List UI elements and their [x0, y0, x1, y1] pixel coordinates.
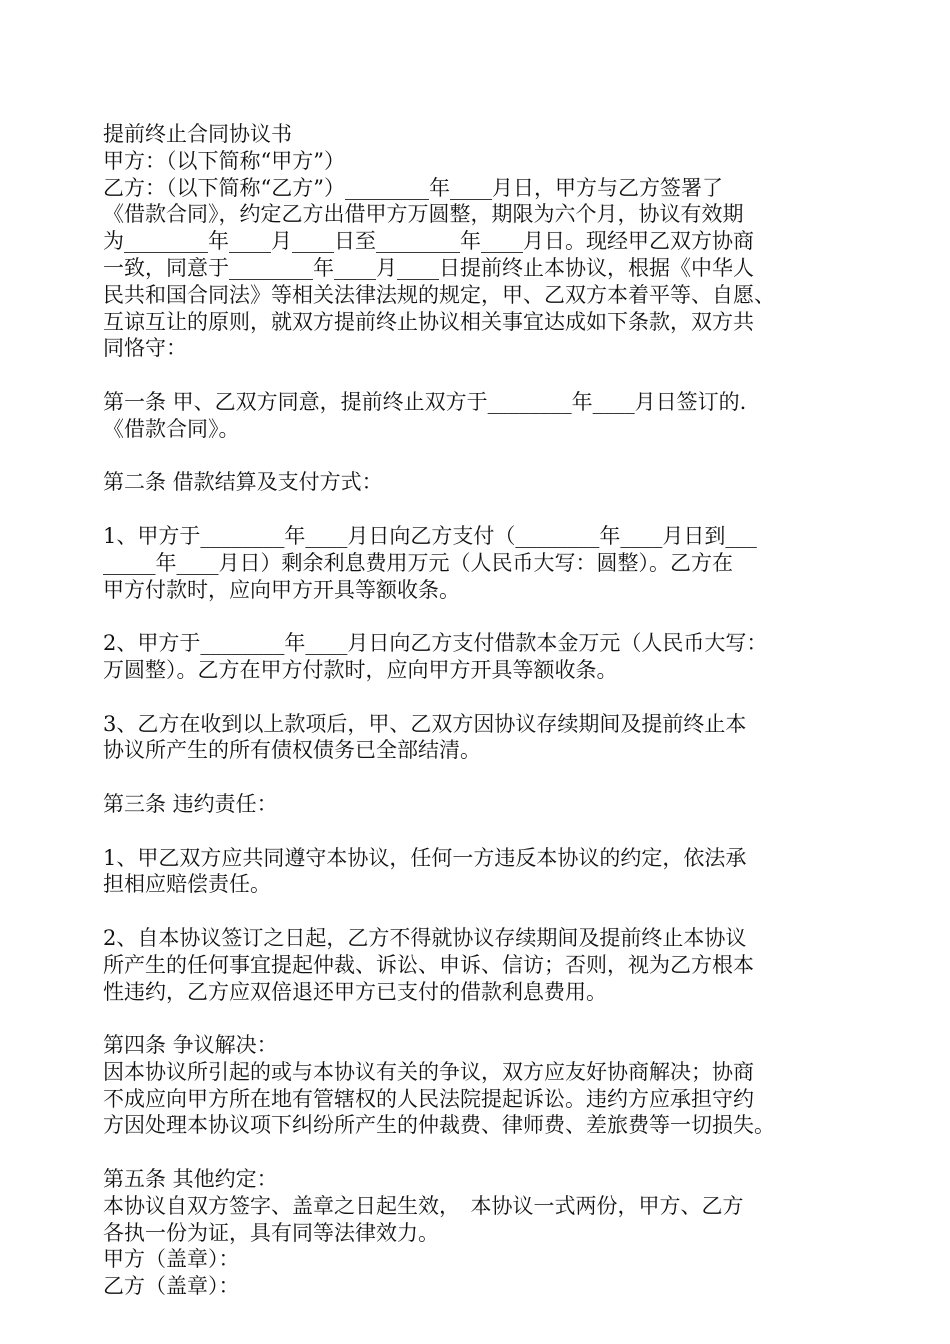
- article-5-heading: 第五条 其他约定：: [103, 1167, 278, 1192]
- article-3-item-2: 2、自本协议签订之日起，乙方不得就协议存续期间及提前终止本协议: [103, 925, 747, 950]
- party-a-seal-line: 甲方（盖章）：: [103, 1247, 240, 1272]
- article-2-item-2: 万圆整）。乙方在甲方付款时，应向甲方开具等额收条。: [103, 657, 618, 682]
- article-3-item-2: 所产生的任何事宜提起仲裁、诉讼、申诉、信访；否则，视为乙方根本: [103, 952, 754, 977]
- article-5-line: 各执一份为证，具有同等法律效力。: [103, 1220, 439, 1245]
- article-3-item-1: 1、甲乙双方应共同遵守本协议，任何一方违反本协议的约定，依法承: [103, 845, 747, 870]
- article-2-item-1: 甲方付款时，应向甲方开具等额收条。: [103, 577, 460, 602]
- article-2-item-3: 3、乙方在收到以上款项后，甲、乙双方因协议存续期间及提前终止本: [103, 711, 747, 736]
- party-a-line: 甲方：（以下简称“甲方”）: [103, 148, 345, 173]
- preamble-line: 互谅互让的原则，就双方提前终止协议相关事宜达成如下条款，双方共: [103, 309, 754, 334]
- blank-line: [103, 443, 883, 470]
- preamble-line: 为________年____月____日至________年____月日。现经甲乙双方协商: [103, 229, 754, 254]
- article-2-heading: 第二条 借款结算及支付方式：: [103, 470, 383, 495]
- doc-title: 提前终止合同协议书: [103, 122, 292, 146]
- article-3-item-2: 性违约，乙方应双倍退还甲方已支付的借款利息费用。: [103, 979, 607, 1004]
- contract-document: [103, 121, 883, 1300]
- article-4-line: 方因处理本协议项下纠纷所产生的仲裁费、律师费、差旅费等一切损失。: [103, 1113, 775, 1138]
- preamble-line: 《借款合同》，约定乙方出借甲方万圆整，期限为六个月，协议有效期: [103, 202, 744, 227]
- blank-line: [103, 496, 883, 523]
- article-4-line: 不成应向甲方所在地有管辖权的人民法院提起诉讼。违约方应承担守约: [103, 1086, 754, 1111]
- blank-line: [103, 898, 883, 925]
- article-2-item-1: 1、甲方于________年____月日向乙方支付（________年____月日到___: [103, 523, 757, 548]
- blank-line: [103, 603, 883, 630]
- article-3-item-1: 担相应赔偿责任。: [103, 872, 271, 897]
- article-4-heading: 第四条 争议解决：: [103, 1033, 278, 1058]
- article-1-heading: 第一条 甲、乙双方同意，提前终止双方于________年____月日签订的.: [103, 389, 747, 414]
- party-b-line: 乙方：（以下简称“乙方”）________年____月日，甲方与乙方签署了: [103, 175, 723, 200]
- article-2-item-2: 2、甲方于________年____月日向乙方支付借款本金万元（人民币大写：: [103, 631, 768, 656]
- preamble-line: 同恪守：: [103, 336, 187, 361]
- article-5-line: 本协议自双方签字、盖章之日起生效， 本协议一式两份，甲方、乙方: [103, 1193, 744, 1218]
- preamble-line: 民共和国合同法》等相关法律法规的规定，甲、乙双方本着平等、自愿、: [103, 282, 775, 307]
- article-2-item-3: 协议所产生的所有债权债务已全部结清。: [103, 738, 481, 763]
- article-1-line: 《借款合同》。: [103, 416, 240, 441]
- blank-line: [103, 684, 883, 711]
- blank-line: [103, 1139, 883, 1166]
- blank-line: [103, 1005, 883, 1032]
- preamble-line: 一致，同意于________年____月____日提前终止本协议，根据《中华人: [103, 255, 754, 280]
- blank-line: [103, 362, 883, 389]
- article-4-line: 因本协议所引起的或与本协议有关的争议，双方应友好协商解决；协商: [103, 1059, 754, 1084]
- article-2-item-1: _____年____月日）剩余利息费用万元（人民币大写：圆整）。乙方在: [103, 550, 733, 575]
- article-3-heading: 第三条 违约责任：: [103, 791, 278, 816]
- blank-line: [103, 764, 883, 791]
- party-b-seal-line: 乙方（盖章）：: [103, 1274, 240, 1299]
- blank-line: [103, 818, 883, 845]
